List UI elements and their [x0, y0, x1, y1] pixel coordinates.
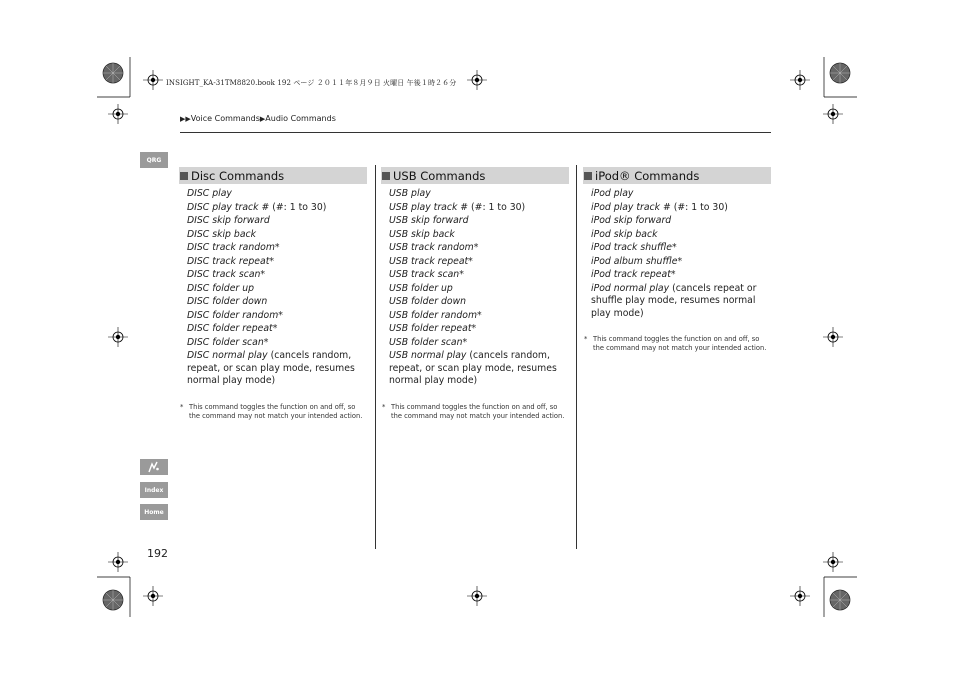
qrg-tab[interactable]: QRG	[140, 152, 168, 168]
command-item	[389, 295, 569, 309]
command-phrase: DISC folder repeat*	[187, 323, 278, 334]
command-item	[389, 322, 569, 336]
footnote	[381, 403, 569, 421]
command-item	[591, 283, 771, 321]
command-phrase: iPod album shuffle*	[591, 255, 683, 267]
command-item	[591, 201, 771, 215]
command-phrase: DISC folder up	[187, 282, 254, 294]
command-list	[381, 187, 569, 388]
command-item	[187, 309, 367, 323]
command-phrase: iPod play track #	[591, 201, 671, 213]
command-item	[389, 268, 569, 282]
usb-commands-section	[381, 167, 569, 421]
command-item	[389, 241, 569, 255]
command-phrase: USB track random*	[389, 242, 479, 253]
section-header	[583, 167, 771, 184]
command-item	[187, 268, 367, 282]
command-item	[591, 255, 771, 269]
section-header	[381, 167, 569, 184]
command-note: (#: 1 to 30)	[468, 201, 526, 213]
breadcrumb-arrow-icon: ▶	[259, 115, 266, 123]
command-phrase: DISC folder down	[187, 296, 268, 307]
footnote-text: This command toggles the function on and off, so the command may not match your intended action.	[391, 402, 565, 420]
command-phrase: USB folder random*	[389, 309, 482, 321]
command-phrase: iPod play	[591, 188, 634, 199]
command-phrase: USB track repeat*	[389, 255, 473, 267]
command-phrase: USB skip back	[389, 228, 455, 240]
command-phrase: USB track scan*	[389, 269, 464, 280]
command-item	[389, 214, 569, 228]
command-item	[389, 187, 569, 201]
page-number: 192	[147, 547, 168, 560]
footnote-mark: *	[180, 402, 184, 411]
command-note: (#: 1 to 30)	[269, 201, 327, 213]
breadcrumb-audio-commands[interactable]: Audio Commands	[265, 114, 336, 123]
command-item	[591, 241, 771, 255]
command-note: (#: 1 to 30)	[670, 201, 728, 213]
command-item	[187, 350, 367, 388]
command-item	[187, 241, 367, 255]
command-list	[179, 187, 367, 388]
command-item	[591, 187, 771, 201]
command-phrase: USB folder up	[389, 282, 453, 294]
footnote-text: This command toggles the function on and off, so the command may not match your intended action.	[189, 402, 363, 420]
home-tab[interactable]: Home	[140, 504, 168, 520]
command-item	[591, 214, 771, 228]
column-divider	[375, 165, 376, 549]
command-phrase: iPod skip forward	[591, 215, 672, 226]
footnote-mark: *	[382, 402, 386, 411]
command-phrase: USB folder repeat*	[389, 323, 477, 334]
command-item	[187, 336, 367, 350]
command-phrase: DISC play	[187, 188, 232, 199]
command-phrase: DISC track scan*	[187, 269, 266, 280]
voice-command-icon	[147, 461, 161, 473]
command-item	[187, 228, 367, 242]
command-phrase: DISC track repeat*	[187, 255, 275, 267]
command-phrase: DISC folder scan*	[187, 336, 269, 348]
breadcrumb-arrow-icon: ▶▶	[180, 115, 191, 123]
footnote-mark: *	[584, 335, 588, 343]
disc-commands-section	[179, 167, 367, 421]
section-square-icon	[180, 172, 188, 180]
command-item	[187, 201, 367, 215]
command-item	[389, 255, 569, 269]
section-title: Disc Commands	[191, 168, 285, 183]
command-phrase: iPod track shuffle*	[591, 242, 677, 253]
command-item	[591, 268, 771, 282]
section-square-icon	[584, 172, 592, 180]
command-item	[389, 336, 569, 350]
command-note: (cancels random, repeat, or scan play mode, resumes normal play mode)	[389, 350, 557, 386]
command-item	[389, 282, 569, 296]
command-item	[187, 322, 367, 336]
command-phrase: DISC folder random*	[187, 309, 283, 321]
command-phrase: iPod skip back	[591, 228, 658, 240]
footnote	[179, 403, 367, 421]
command-phrase: DISC play track #	[187, 201, 270, 213]
command-item	[187, 282, 367, 296]
breadcrumb	[180, 114, 336, 123]
command-item	[187, 295, 367, 309]
command-phrase: DISC track random*	[187, 242, 280, 253]
command-phrase: USB skip forward	[389, 215, 469, 226]
command-list	[583, 187, 771, 320]
voice-command-tab[interactable]	[140, 459, 168, 475]
breadcrumb-voice-commands[interactable]: Voice Commands	[190, 114, 260, 123]
header-rule	[180, 132, 771, 133]
command-phrase: USB folder down	[389, 296, 467, 307]
command-phrase: USB play track #	[389, 201, 469, 213]
command-phrase: DISC skip forward	[187, 215, 270, 226]
section-title: iPod® Commands	[595, 168, 700, 183]
footnote-text: This command toggles the function on and off, so the command may not match your intended action.	[593, 335, 767, 352]
section-title: USB Commands	[393, 168, 486, 183]
command-phrase: USB normal play	[389, 350, 467, 361]
command-note: (cancels random, repeat, or scan play mode, resumes normal play mode)	[187, 350, 355, 386]
command-item	[389, 228, 569, 242]
command-item	[187, 255, 367, 269]
command-note: (cancels repeat or shuffle play mode, resumes normal play mode)	[591, 282, 757, 319]
index-tab[interactable]: Index	[140, 482, 168, 498]
command-phrase: USB play	[389, 188, 431, 199]
command-phrase: DISC normal play	[187, 350, 268, 361]
column-divider	[576, 165, 577, 549]
command-phrase: DISC skip back	[187, 228, 257, 240]
section-square-icon	[382, 172, 390, 180]
command-item	[389, 350, 569, 388]
ipod-commands-section	[583, 167, 771, 353]
command-item	[187, 187, 367, 201]
command-phrase: USB folder scan*	[389, 336, 468, 348]
file-header-slug: INSIGHT_KA-31TM8820.book 192 ページ ２０１１年８月９日 火曜日 午後１時２６分	[166, 79, 457, 87]
command-item	[389, 309, 569, 323]
command-item	[591, 228, 771, 242]
command-phrase: iPod track repeat*	[591, 269, 676, 280]
footnote	[583, 335, 771, 353]
command-item	[187, 214, 367, 228]
section-header	[179, 167, 367, 184]
command-phrase: iPod normal play	[591, 282, 670, 294]
command-item	[389, 201, 569, 215]
